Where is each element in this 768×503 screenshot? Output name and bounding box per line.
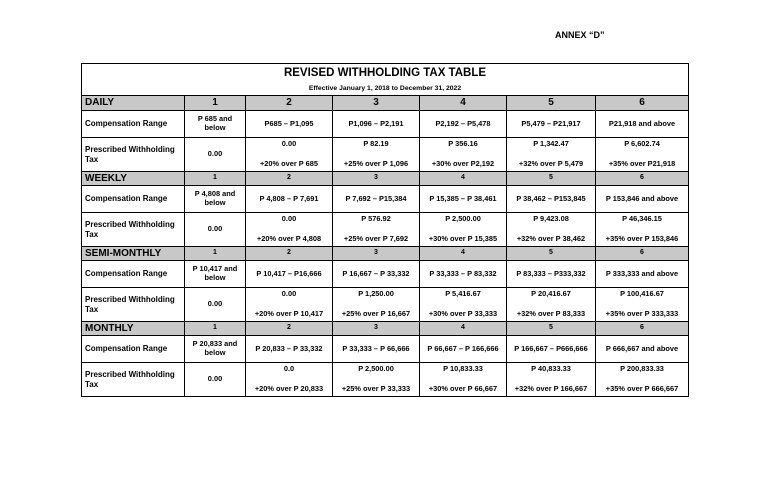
prescribed-tax-cell <box>333 288 420 322</box>
prescribed-tax-cell <box>507 288 596 322</box>
prescribed-tax-cell <box>507 363 596 397</box>
prescribed-tax-label: Prescribed Withholding Tax <box>82 213 185 247</box>
prescribed-tax-cell <box>185 288 246 322</box>
bracket-number: 1 <box>185 172 246 186</box>
compensation-range-cell: P 20,833 – P 33,332 <box>246 336 333 363</box>
prescribed-tax-cell <box>596 213 689 247</box>
compensation-range-cell: P 83,333 – P333,332 <box>507 261 596 288</box>
compensation-range-row <box>82 111 689 138</box>
tax-amount: P 5,416.67 <box>445 289 481 298</box>
tax-amount: 0.00 <box>207 374 223 384</box>
bracket-number: 2 <box>246 247 333 261</box>
compensation-range-cell: P 33,333 – P 83,332 <box>420 261 507 288</box>
bracket-number: 6 <box>596 247 689 261</box>
table-title: REVISED WITHHOLDING TAX TABLE <box>82 64 689 84</box>
tax-amount: P 40,833.33 <box>531 364 571 373</box>
prescribed-tax-cell <box>333 363 420 397</box>
prescribed-tax-label: Prescribed Withholding Tax <box>82 138 185 172</box>
tax-rate: +30% over P 33,333 <box>428 309 498 319</box>
compensation-range-cell: P 333,333 and above <box>596 261 689 288</box>
bracket-number: 3 <box>333 247 420 261</box>
prescribed-tax-cell <box>507 138 596 172</box>
compensation-range-cell: P 66,667 – P 166,666 <box>420 336 507 363</box>
tax-rate: +30% over P2,192 <box>431 159 495 169</box>
tax-amount: P 356.16 <box>448 139 478 148</box>
tax-amount: P 9,423.08 <box>533 214 569 223</box>
prescribed-tax-row <box>82 138 689 172</box>
tax-amount: 0.00 <box>281 214 297 223</box>
tax-rate: +32% over P 83,333 <box>516 309 586 319</box>
compensation-range-cell: P 33,333 – P 66,666 <box>333 336 420 363</box>
compensation-range-row <box>82 336 689 363</box>
compensation-range-cell: P2,192 – P5,478 <box>420 111 507 138</box>
bracket-number: 1 <box>185 96 246 111</box>
compensation-range-cell: P 10,417 and below <box>185 261 246 288</box>
compensation-range-cell: P5,479 – P21,917 <box>507 111 596 138</box>
table-subtitle: Effective January 1, 2018 to December 31, 2022 <box>82 83 689 96</box>
tax-amount: 0.00 <box>207 299 223 309</box>
compensation-range-label: Compensation Range <box>82 111 185 138</box>
compensation-range-cell: P 666,667 and above <box>596 336 689 363</box>
withholding-tax-table <box>81 63 689 397</box>
compensation-range-cell: P 20,833 and below <box>185 336 246 363</box>
compensation-range-cell: P 15,385 – P 38,461 <box>420 186 507 213</box>
bracket-number: 6 <box>596 172 689 186</box>
compensation-range-row <box>82 261 689 288</box>
tax-rate: +32% over P 166,667 <box>514 384 588 394</box>
tax-amount: 0.00 <box>207 224 223 234</box>
period-label: SEMI-MONTHLY <box>82 247 185 261</box>
bracket-number: 6 <box>596 322 689 336</box>
tax-rate: +35% over P21,918 <box>608 159 676 169</box>
compensation-range-cell: P1,096 – P2,191 <box>333 111 420 138</box>
prescribed-tax-cell <box>185 363 246 397</box>
annex-label: ANNEX “D” <box>555 30 605 40</box>
tax-amount: P 200,833.33 <box>620 364 664 373</box>
compensation-range-cell: P 38,462 – P153,845 <box>507 186 596 213</box>
tax-rate: +30% over P 15,385 <box>428 234 498 244</box>
tax-amount: P 82.19 <box>363 139 389 148</box>
tax-amount: P 20,416.67 <box>531 289 571 298</box>
compensation-range-row <box>82 186 689 213</box>
section-header-row <box>82 172 689 186</box>
section-header-row <box>82 96 689 111</box>
tax-amount: 0.00 <box>281 289 297 298</box>
prescribed-tax-cell <box>246 288 333 322</box>
tax-amount: P 46,346.15 <box>622 214 662 223</box>
tax-rate: +25% over P 7,692 <box>343 234 409 244</box>
bracket-number: 2 <box>246 322 333 336</box>
bracket-number: 5 <box>507 172 596 186</box>
prescribed-tax-cell <box>596 363 689 397</box>
prescribed-tax-cell <box>185 213 246 247</box>
bracket-number: 3 <box>333 172 420 186</box>
tax-amount: P 100,416.67 <box>620 289 664 298</box>
bracket-number: 2 <box>246 172 333 186</box>
compensation-range-cell: P 685 and below <box>185 111 246 138</box>
tax-rate: +20% over P 20,833 <box>254 384 324 394</box>
bracket-number: 4 <box>420 322 507 336</box>
tax-amount: 0.0 <box>283 364 295 373</box>
compensation-range-label: Compensation Range <box>82 336 185 363</box>
compensation-range-cell: P 166,667 – P666,666 <box>507 336 596 363</box>
tax-rate: +20% over P 10,417 <box>254 309 324 319</box>
tax-amount: P 1,250.00 <box>358 289 394 298</box>
prescribed-tax-row <box>82 288 689 322</box>
period-label: MONTHLY <box>82 322 185 336</box>
prescribed-tax-cell <box>420 138 507 172</box>
prescribed-tax-cell <box>246 138 333 172</box>
compensation-range-cell: P 4,808 and below <box>185 186 246 213</box>
tax-amount: 0.00 <box>281 139 297 148</box>
compensation-range-cell: P685 – P1,095 <box>246 111 333 138</box>
prescribed-tax-label: Prescribed Withholding Tax <box>82 363 185 397</box>
tax-rate: +25% over P 33,333 <box>341 384 411 394</box>
bracket-number: 1 <box>185 322 246 336</box>
tax-amount: 0.00 <box>207 149 223 159</box>
tax-rate: +25% over P 16,667 <box>341 309 411 319</box>
bracket-number: 1 <box>185 247 246 261</box>
bracket-number: 5 <box>507 96 596 111</box>
tax-amount: P 1,342.47 <box>533 139 569 148</box>
bracket-number: 3 <box>333 96 420 111</box>
period-label: WEEKLY <box>82 172 185 186</box>
compensation-range-cell: P21,918 and above <box>596 111 689 138</box>
tax-rate: +30% over P 66,667 <box>428 384 498 394</box>
bracket-number: 4 <box>420 172 507 186</box>
compensation-range-cell: P 7,692 – P15,384 <box>333 186 420 213</box>
bracket-number: 5 <box>507 322 596 336</box>
bracket-number: 4 <box>420 247 507 261</box>
bracket-number: 6 <box>596 96 689 111</box>
tax-amount: P 6,602.74 <box>624 139 660 148</box>
prescribed-tax-row <box>82 363 689 397</box>
sections-body <box>82 96 689 397</box>
tax-rate: +35% over P 153,846 <box>605 234 679 244</box>
compensation-range-cell: P 16,667 – P 33,332 <box>333 261 420 288</box>
tax-rate: +25% over P 1,096 <box>343 159 409 169</box>
prescribed-tax-cell <box>596 138 689 172</box>
compensation-range-cell: P 4,808 – P 7,691 <box>246 186 333 213</box>
prescribed-tax-cell <box>185 138 246 172</box>
tax-amount: P 2,500.00 <box>445 214 481 223</box>
prescribed-tax-cell <box>420 213 507 247</box>
period-label: DAILY <box>82 96 185 111</box>
prescribed-tax-cell <box>420 363 507 397</box>
prescribed-tax-cell <box>333 138 420 172</box>
tax-rate: +20% over P 4,808 <box>256 234 322 244</box>
tax-amount: P 2,500.00 <box>358 364 394 373</box>
section-header-row <box>82 247 689 261</box>
section-header-row <box>82 322 689 336</box>
tax-rate: +32% over P 5,479 <box>518 159 584 169</box>
bracket-number: 2 <box>246 96 333 111</box>
tax-rate: +35% over P 333,333 <box>605 309 679 319</box>
bracket-number: 5 <box>507 247 596 261</box>
prescribed-tax-label: Prescribed Withholding Tax <box>82 288 185 322</box>
tax-amount: P 576.92 <box>361 214 391 223</box>
compensation-range-cell: P 10,417 – P16,666 <box>246 261 333 288</box>
prescribed-tax-row <box>82 213 689 247</box>
prescribed-tax-cell <box>420 288 507 322</box>
bracket-number: 4 <box>420 96 507 111</box>
compensation-range-cell: P 153,846 and above <box>596 186 689 213</box>
bracket-number: 3 <box>333 322 420 336</box>
prescribed-tax-cell <box>246 213 333 247</box>
prescribed-tax-cell <box>596 288 689 322</box>
tax-rate: +35% over P 666,667 <box>605 384 679 394</box>
tax-amount: P 10,833.33 <box>443 364 483 373</box>
compensation-range-label: Compensation Range <box>82 186 185 213</box>
tax-rate: +32% over P 38,462 <box>516 234 586 244</box>
prescribed-tax-cell <box>333 213 420 247</box>
compensation-range-label: Compensation Range <box>82 261 185 288</box>
prescribed-tax-cell <box>246 363 333 397</box>
prescribed-tax-cell <box>507 213 596 247</box>
tax-rate: +20% over P 685 <box>259 159 318 169</box>
